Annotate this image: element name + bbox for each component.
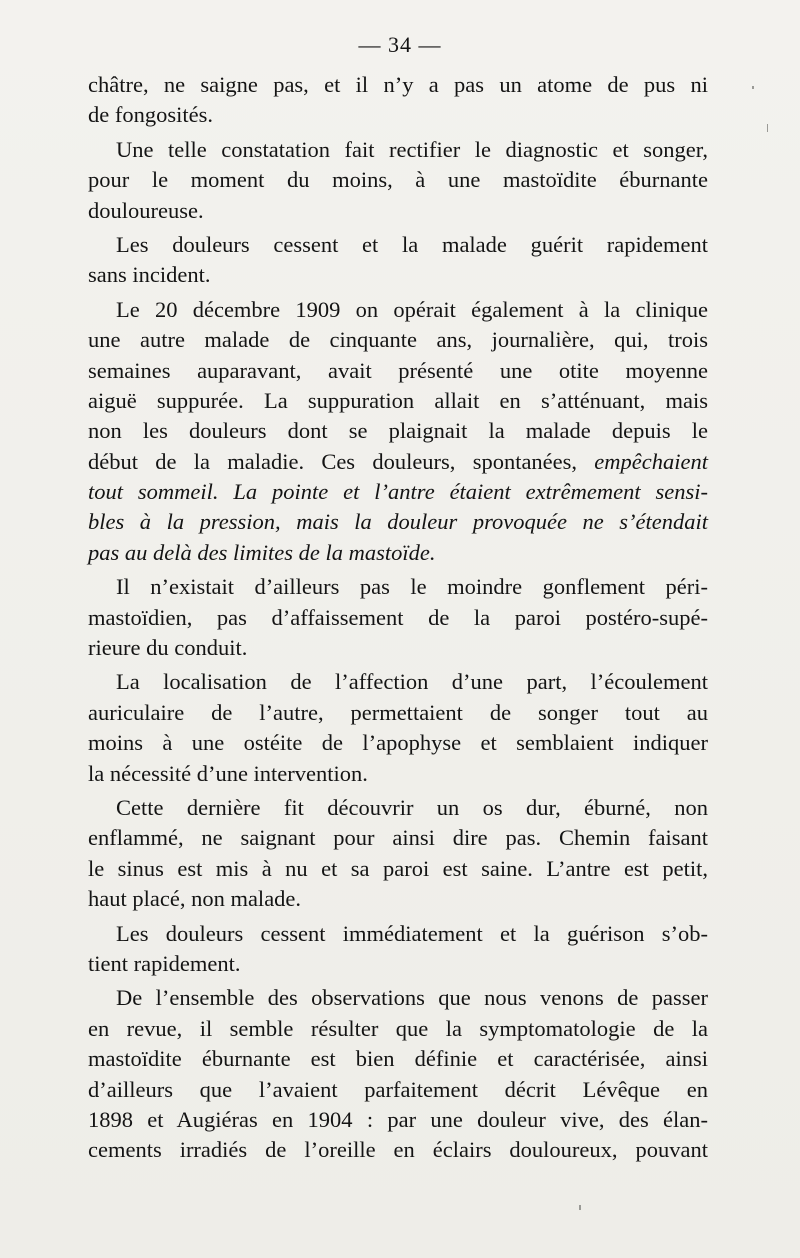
text-line [88,447,708,477]
line-text: semaines auparavant, avait présenté une otite moyenne [88,357,708,383]
paragraph [88,919,708,980]
text-line [88,572,708,602]
text-line [88,1075,708,1105]
text-line [88,1044,708,1074]
page-number: — 34 — [358,32,442,57]
text-line [88,477,708,507]
text-line [88,728,708,758]
text-line [88,603,708,633]
text-line [88,823,708,853]
line-text: douloureuse. [88,197,204,223]
paragraph [88,70,708,131]
line-text: d’ailleurs que l’avaient parfaitement décrit Lévêque en [88,1076,708,1102]
text-line [88,230,708,260]
text-line [88,135,708,165]
line-text: de fongosités. [88,102,213,128]
text-line [88,196,708,226]
line-text: non les douleurs dont se plaignait la malade depuis le [88,418,708,444]
line-text: auriculaire de l’autre, permettaient de songer tout au [88,699,708,725]
text-line [88,295,708,325]
paragraph [88,135,708,226]
paragraph [88,295,708,569]
line-text: Il n’existait d’ailleurs pas le moindre gonflement péri- [116,574,708,600]
line-text: La localisation de l’affection d’une part, l’écoulement [116,669,708,695]
line-text: enflammé, ne saignant pour ainsi dire pas. Chemin faisant [88,825,708,851]
line-text: début de la maladie. Ces douleurs, spontanées, [88,448,595,474]
line-text: la nécessité d’une intervention. [88,760,368,786]
italic-text: bles à la pression, mais la douleur provoquée ne s’étendait [88,509,708,535]
line-text: Une telle constatation fait rectifier le diagnostic et songer, [116,136,708,162]
text-line [88,1014,708,1044]
paragraph [88,983,708,1165]
text-line [88,983,708,1013]
line-text: haut placé, non malade. [88,886,302,912]
text-line [88,356,708,386]
text-line [88,919,708,949]
line-text: tient rapidement. [88,950,241,976]
text-line [88,884,708,914]
line-text: le sinus est mis à nu et sa paroi est saine. L’antre est petit, [88,855,708,881]
line-text: une autre malade de cinquante ans, journalière, qui, trois [88,327,708,353]
line-text: châtre, ne saigne pas, et il n’y a pas un atome de pus ni [88,72,708,97]
line-text: pour le moment du moins, à une mastoïdite éburnante [88,167,708,193]
line-text: rieure du conduit. [88,635,248,661]
line-text: mastoïdite éburnante est bien définie et caractérisée, ainsi [88,1046,708,1072]
text-line [88,100,708,130]
text-line [88,507,708,537]
paragraph [88,667,708,789]
text-line [88,759,708,789]
paragraph [88,793,708,915]
line-text: 1898 et Augiéras en 1904 : par une douleur vive, des élan- [88,1106,708,1132]
margin-mark [767,124,768,132]
body-text [88,70,708,1166]
line-text: Les douleurs cessent et la malade guérit rapidement [116,231,708,257]
line-text: cements irradiés de l’oreille en éclairs douloureux, pouvant [88,1137,708,1163]
text-line [88,949,708,979]
margin-mark [579,1205,581,1210]
text-line [88,698,708,728]
line-text: aiguë suppurée. La suppuration allait en s’atténuant, mais [88,387,708,413]
text-line [88,1105,708,1135]
line-text: mastoïdien, pas d’affaissement de la paroi postéro-supé- [88,604,708,630]
text-line [88,325,708,355]
text-line [88,633,708,663]
italic-text: empêchaient [594,448,708,474]
text-line [88,854,708,884]
text-line [88,260,708,290]
text-line [88,386,708,416]
text-line [88,1135,708,1165]
text-line [88,70,708,100]
margin-mark [752,86,754,89]
line-text: De l’ensemble des observations que nous venons de passer [116,985,708,1011]
text-line [88,793,708,823]
line-text: moins à une ostéite de l’apophyse et semblaient indiquer [88,730,708,756]
text-line [88,667,708,697]
line-text: en revue, il semble résulter que la symptomatologie de la [88,1015,708,1041]
line-text: Les douleurs cessent immédiatement et la guérison s’ob- [116,920,708,946]
text-line [88,538,708,568]
italic-text: pas au delà des limites de la mastoïde. [88,539,436,565]
paragraph [88,230,708,291]
paragraph [88,572,708,663]
line-text: Cette dernière fit découvrir un os dur, éburné, non [116,794,708,820]
line-text: Le 20 décembre 1909 on opérait également à la clinique [116,296,708,322]
text-line [88,165,708,195]
text-line [88,416,708,446]
line-text: sans incident. [88,262,211,288]
italic-text: tout sommeil. La pointe et l’antre étaient extrêmement sensi- [88,479,708,505]
